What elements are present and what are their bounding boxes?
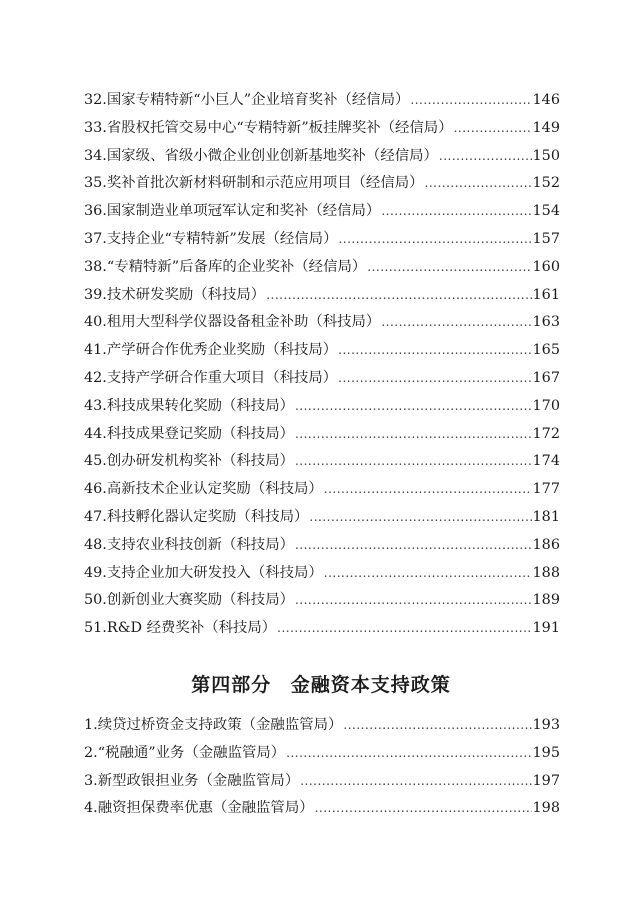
toc-page-number: 186 (532, 536, 560, 553)
toc-entry[interactable] (84, 504, 560, 532)
toc-page-number: 165 (532, 342, 560, 359)
toc-leader-dots (410, 87, 531, 115)
toc-entry-label: 支持企业“专精特新”发展（经信局） (106, 230, 338, 247)
toc-entry[interactable] (84, 476, 560, 504)
toc-page-number: 167 (532, 369, 560, 386)
toc-entry-number: 46. (84, 481, 107, 498)
toc-page-number: 189 (532, 592, 560, 609)
toc-entry[interactable] (84, 143, 560, 171)
toc-entry-title (84, 504, 308, 532)
toc-entry-label: 新型政银担业务（金融监管局） (97, 772, 300, 789)
toc-page-number: 170 (532, 397, 560, 414)
toc-page-number: 163 (532, 314, 560, 331)
toc-entry-label: 科技成果转化奖励（科技局） (106, 397, 294, 414)
toc-entry-number: 37. (84, 230, 107, 247)
toc-entry[interactable] (84, 282, 560, 310)
toc-entry-label: 科技成果登记奖励（科技局） (106, 425, 294, 442)
toc-entry-number: 2. (84, 744, 98, 761)
toc-leader-dots (295, 532, 532, 560)
toc-list-part4 (84, 712, 560, 823)
toc-entry-title (84, 587, 294, 615)
toc-entry[interactable] (84, 587, 560, 615)
toc-entry-label: “专精特新”后备库的企业奖补（经信局） (106, 258, 367, 275)
toc-entry[interactable] (84, 768, 560, 796)
toc-entry-label: 融资担保费率优惠（金融监管局） (97, 800, 314, 817)
toc-entry-number: 35. (84, 175, 107, 192)
toc-entry[interactable] (84, 615, 560, 643)
toc-leader-dots (295, 421, 532, 449)
toc-entry-label: 支持产学研合作重大项目（科技局） (106, 369, 338, 386)
toc-entry-number: 34. (84, 147, 107, 164)
toc-entry[interactable] (84, 115, 560, 143)
toc-entry-title (84, 282, 265, 310)
toc-leader-dots (367, 254, 531, 282)
toc-entry-title (84, 560, 323, 588)
toc-entry[interactable] (84, 560, 560, 588)
toc-entry-title (84, 740, 285, 768)
toc-leader-dots (286, 740, 531, 768)
toc-entry-number: 40. (84, 314, 107, 331)
toc-page-number: 197 (532, 772, 560, 789)
toc-entry-label: 产学研合作优秀企业奖励（科技局） (106, 342, 338, 359)
toc-leader-dots (343, 712, 531, 740)
toc-entry[interactable] (84, 87, 560, 115)
toc-entry[interactable] (84, 365, 560, 393)
toc-page-number: 172 (532, 425, 560, 442)
toc-entry-title (84, 365, 337, 393)
toc-leader-dots (295, 587, 532, 615)
toc-entry-number: 41. (84, 342, 107, 359)
toc-entry-number: 39. (84, 286, 107, 303)
toc-entry-label: 租用大型科学仪器设备租金补助（科技局） (106, 314, 381, 331)
toc-leader-dots (425, 170, 532, 198)
toc-entry-number: 32. (84, 92, 107, 108)
toc-entry-title (84, 115, 453, 143)
toc-entry-title (84, 615, 276, 643)
toc-leader-dots (454, 115, 532, 143)
toc-leader-dots (300, 768, 531, 796)
toc-entry-number: 47. (84, 508, 107, 525)
toc-entry-label: 创新创业大赛奖励（科技局） (106, 592, 294, 609)
toc-entry-label: 国家专精特新“小巨人”企业培育奖补（经信局） (106, 92, 410, 108)
toc-page-number: 198 (532, 800, 560, 817)
toc-entry-number: 51. (84, 620, 107, 637)
toc-leader-dots (338, 337, 531, 365)
toc-entry-number: 33. (84, 119, 107, 136)
toc-entry-label: 创办研发机构奖补（科技局） (106, 453, 294, 470)
toc-leader-dots (266, 282, 531, 310)
toc-entry-title (84, 768, 299, 796)
toc-entry-number: 38. (84, 258, 107, 275)
toc-entry-number: 43. (84, 397, 107, 414)
toc-entry-number: 42. (84, 369, 107, 386)
toc-leader-dots (338, 365, 531, 393)
toc-entry[interactable] (84, 337, 560, 365)
toc-entry-title (84, 532, 294, 560)
toc-entry-label: 高新技术企业认定奖励（科技局） (106, 481, 323, 498)
toc-entry-number: 48. (84, 536, 107, 553)
toc-leader-dots (439, 143, 532, 171)
toc-entry[interactable] (84, 226, 560, 254)
toc-page-number: 157 (532, 230, 560, 247)
toc-entry-label: 技术研发奖励（科技局） (106, 286, 266, 303)
toc-entry-label: 奖补首批次新材料研制和示范应用项目（经信局） (106, 175, 424, 192)
toc-entry-label: 支持农业科技创新（科技局） (106, 536, 294, 553)
toc-entry-title (84, 198, 380, 226)
toc-entry-number: 50. (84, 592, 107, 609)
toc-leader-dots (277, 615, 531, 643)
toc-entry[interactable] (84, 393, 560, 421)
toc-entry-label: R&D 经费奖补（科技局） (106, 620, 277, 637)
toc-entry-label: 支持企业加大研发投入（科技局） (106, 564, 323, 581)
toc-entry[interactable] (84, 448, 560, 476)
toc-leader-dots (324, 560, 532, 588)
toc-entry[interactable] (84, 712, 560, 740)
toc-entry-title (84, 476, 323, 504)
toc-entry-title (84, 309, 380, 337)
toc-page-number: 174 (532, 453, 560, 470)
toc-page-number: 193 (532, 717, 560, 733)
toc-entry[interactable] (84, 532, 560, 560)
toc-page-number: 154 (532, 203, 560, 220)
toc-entry[interactable] (84, 795, 560, 823)
toc-page-number: 161 (532, 286, 560, 303)
toc-entry-title (84, 448, 294, 476)
toc-leader-dots (315, 795, 532, 823)
toc-leader-dots (324, 476, 532, 504)
toc-entry-title (84, 393, 294, 421)
toc-entry-title (84, 87, 409, 115)
toc-entry-number: 44. (84, 425, 107, 442)
toc-entry[interactable] (84, 170, 560, 198)
toc-entry-title (84, 226, 337, 254)
toc-entry-title (84, 143, 438, 171)
toc-entry-number: 1. (84, 717, 98, 733)
toc-leader-dots (295, 393, 532, 421)
toc-page-number: 152 (532, 175, 560, 192)
toc-page-number: 195 (532, 744, 560, 761)
toc-page-number: 149 (532, 119, 560, 136)
toc-page-number: 146 (532, 92, 560, 108)
toc-page-number: 150 (532, 147, 560, 164)
toc-list-part3 (84, 87, 560, 643)
toc-entry[interactable] (84, 421, 560, 449)
toc-entry-number: 45. (84, 453, 107, 470)
toc-page-number: 177 (532, 481, 560, 498)
toc-entry-number: 3. (84, 772, 98, 789)
toc-entry-label: 省股权托管交易中心“专精特新”板挂牌奖补（经信局） (106, 119, 453, 136)
toc-page-number: 188 (532, 564, 560, 581)
toc-page-number: 181 (532, 508, 560, 525)
toc-entry-title (84, 795, 314, 823)
toc-entry-label: “税融通”业务（金融监管局） (97, 744, 286, 761)
toc-leader-dots (338, 226, 531, 254)
toc-entry[interactable] (84, 198, 560, 226)
toc-entry-number: 49. (84, 564, 107, 581)
section-heading-part4: 第四部分 金融资本支持政策 (191, 674, 451, 696)
toc-entry-number: 36. (84, 203, 107, 220)
toc-entry-label: 科技孵化器认定奖励（科技局） (106, 508, 309, 525)
toc-leader-dots (381, 309, 531, 337)
toc-entry-title (84, 712, 342, 740)
toc-entry[interactable] (84, 740, 560, 768)
toc-page-number: 191 (532, 620, 560, 637)
toc-entry-label: 续贷过桥资金支持政策（金融监管局） (97, 717, 343, 733)
toc-entry-title (84, 170, 424, 198)
toc-entry-label: 国家制造业单项冠军认定和奖补（经信局） (106, 203, 381, 220)
toc-leader-dots (295, 448, 532, 476)
toc-entry[interactable] (84, 254, 560, 282)
toc-entry[interactable] (84, 309, 560, 337)
toc-leader-dots (309, 504, 531, 532)
toc-entry-number: 4. (84, 800, 98, 817)
toc-entry-label: 国家级、省级小微企业创业创新基地奖补（经信局） (106, 147, 438, 164)
toc-leader-dots (381, 198, 531, 226)
toc-entry-title (84, 337, 337, 365)
toc-entry-title (84, 254, 366, 282)
toc-page-number: 160 (532, 258, 560, 275)
toc-entry-title (84, 421, 294, 449)
